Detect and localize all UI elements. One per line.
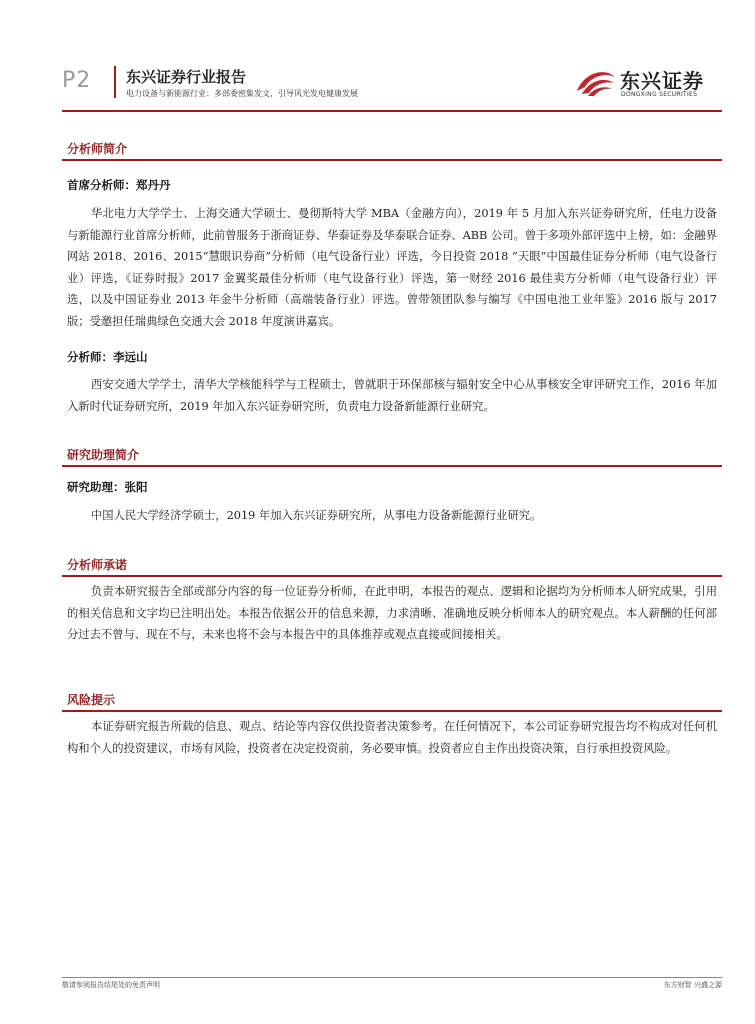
report-title: 东兴证券行业报告 bbox=[126, 68, 247, 86]
logo-text-en: DONGXING SECURITIES bbox=[621, 91, 698, 98]
section-heading-assistant bbox=[62, 443, 722, 467]
header-rule bbox=[62, 110, 722, 112]
section-title: 风险提示 bbox=[67, 693, 116, 707]
assistant-name: 研究助理：张阳 bbox=[67, 480, 148, 494]
report-subtitle: 电力设备与新能源行业：多部委密集发文，引导风光发电健康发展 bbox=[126, 89, 358, 98]
section-title: 分析师简介 bbox=[67, 142, 128, 156]
logo-text-cn: 东兴证券 bbox=[620, 69, 704, 93]
footer-slogan: 东方财智 兴盛之源 bbox=[663, 981, 722, 989]
section-title: 研究助理简介 bbox=[67, 448, 140, 462]
risk-text: 本证券研究报告所载的信息、观点、结论等内容仅供投资者决策参考。在任何情况下，本公司证券研究报告均不构成对任何机构和个人的投资建议，市场有风险，投资者在决定投资前，务必要审慎。投资者应自主作出投资决策，自行承担投资风险。 bbox=[67, 720, 717, 755]
page-number: P2 bbox=[62, 68, 92, 93]
section-heading-risk bbox=[62, 688, 722, 712]
section-title: 分析师承诺 bbox=[67, 558, 128, 572]
commitment-text: 负责本研究报告全部或部分内容的每一位证券分析师，在此申明，本报告的观点、逻辑和论据均为分析师本人研究成果，引用的相关信息和文字均已注明出处。本报告依据公开的信息来源，力求清晰、准确地反映分析师本人的研究观点。本人薪酬的任何部分过去不曾与、现在不与，未来也将不会与本报告中的具体推荐或观点直接或间接相关。 bbox=[67, 585, 717, 641]
section-heading-analysts bbox=[62, 137, 722, 161]
assistant-bio: 中国人民大学经济学硕士，2019 年加入东兴证券研究所，从事电力设备新能源行业研究。 bbox=[91, 509, 542, 522]
analyst-name-chief: 首席分析师：郑丹丹 bbox=[67, 178, 171, 192]
footer-disclaimer: 敬请参阅报告结尾处的免责声明 bbox=[62, 981, 160, 989]
analyst-bio-second: 西安交通大学学士，清华大学核能科学与工程硕士，曾就职于环保部核与辐射安全中心从事核安全审评研究工作，2016 年加入新时代证券研究所，2019 年加入东兴证券研究所，负责电力设备新能源行业研究。 bbox=[67, 378, 717, 413]
analyst-bio-chief: 华北电力大学学士、上海交通大学硕士、曼彻斯特大学 MBA（金融方向），2019 年 5 月加入东兴证券研究所，任电力设备与新能源行业首席分析师，此前曾服务于浙商证券、华泰证券及华泰联合证券、ABB 公司。曾于多项外部评选中上榜，如：金融界网站 2018、2016、2015“慧眼识券商”分析师（电气设备行业）评选，今日投资 2018 “天眼”中国最佳证券分析师（电气设备行业）评选，《证券时报》2017 金翼奖最佳分析师（电气设备行业）评选，第一财经 2016 最佳卖方分析师（电气设备行业）评选，以及中国证券业 2013 年金牛分析师（高端装备行业）评选。曾带领团队参与编写《中国电池工业年鉴》2016 版与 2017 版；受邀担任瑞典绿色交通大会 2018 年度演讲嘉宾。 bbox=[67, 207, 717, 328]
company-logo bbox=[574, 62, 722, 104]
analyst-name-second: 分析师：李远山 bbox=[67, 350, 148, 364]
header-divider bbox=[114, 66, 116, 98]
section-heading-commitment bbox=[62, 553, 722, 577]
page-header bbox=[62, 62, 722, 104]
logo-mark-icon bbox=[574, 65, 618, 99]
footer-rule bbox=[62, 977, 722, 978]
